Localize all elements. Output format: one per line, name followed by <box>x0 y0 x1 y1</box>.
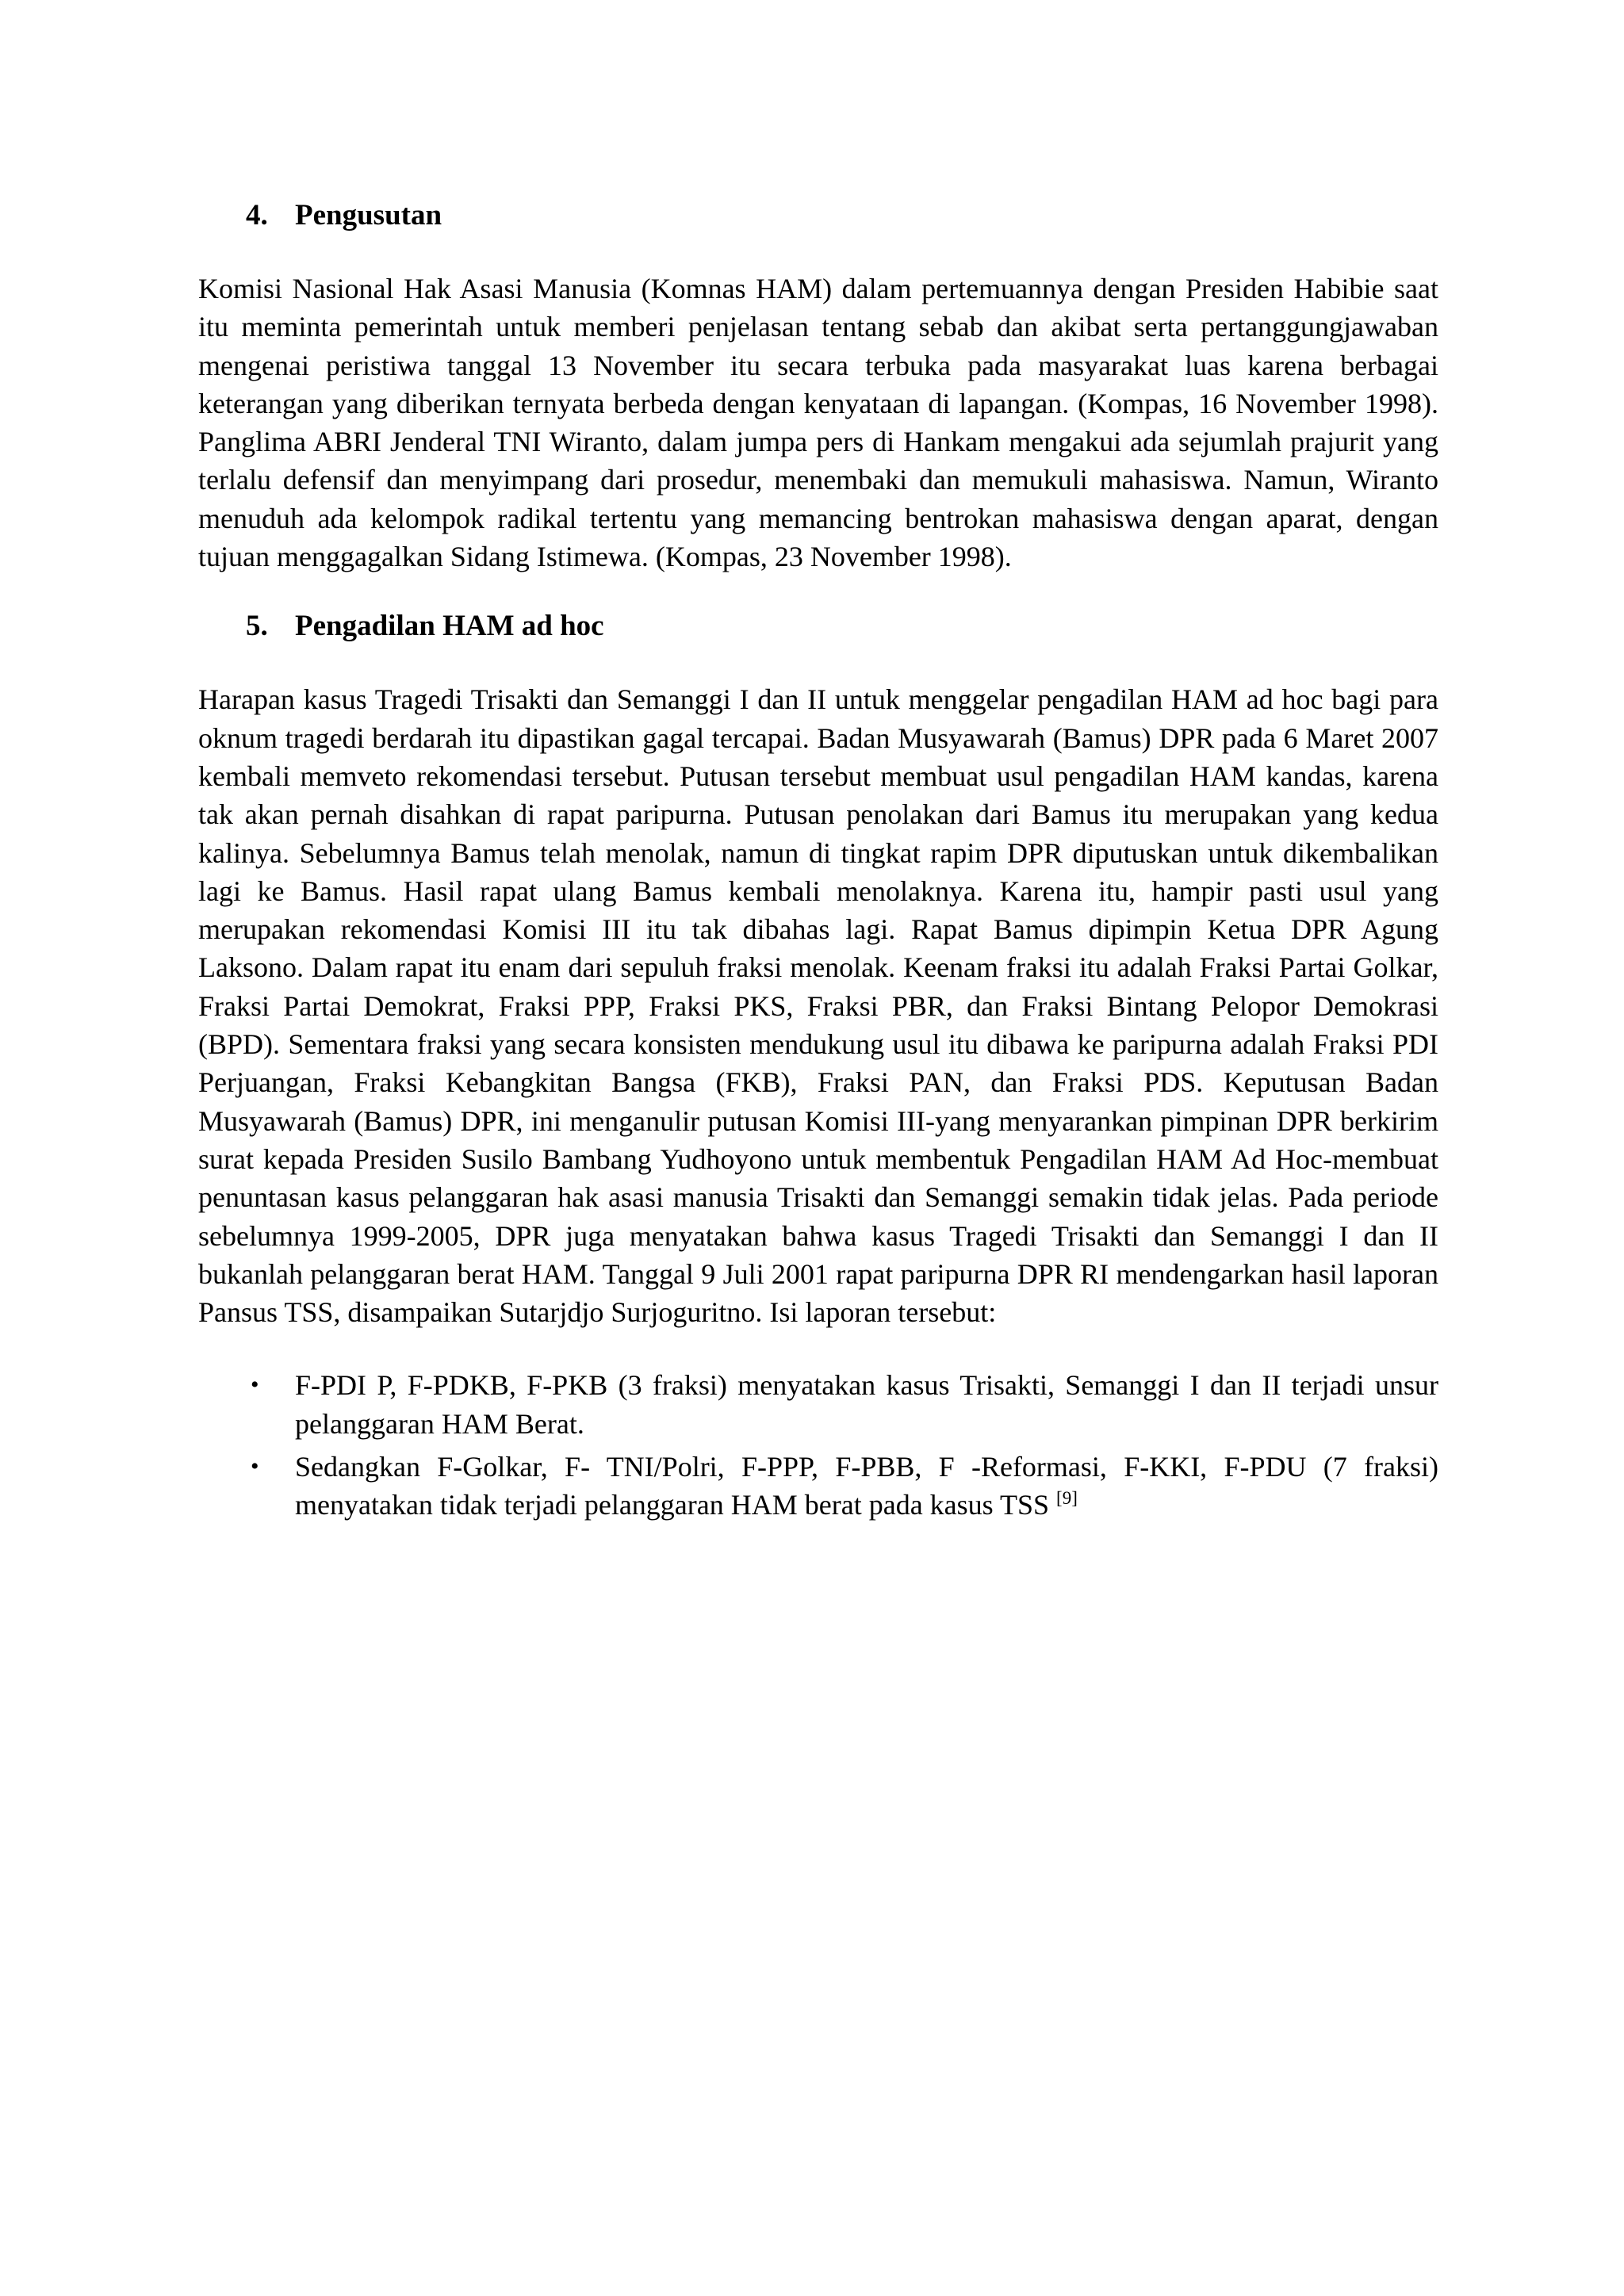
footnote-reference: [9] <box>1056 1488 1078 1509</box>
bullet-icon: • <box>251 1372 259 1399</box>
list-item <box>198 1366 1438 1443</box>
list-item <box>198 1448 1438 1525</box>
list-item-text: F-PDI P, F-PDKB, F-PKB (3 fraksi) menyatakan kasus Trisakti, Semanggi I dan II terjadi unsur pelanggaran HAM Berat. <box>295 1369 1438 1440</box>
section-number: 5. <box>246 610 268 643</box>
bullet-icon: • <box>251 1453 259 1480</box>
list-item-text: Sedangkan F-Golkar, F- TNI/Polri, F-PPP, F-PBB, F -Reformasi, F-KKI, F-PDU (7 fraksi) menyatakan tidak terjadi pelanggaran HAM berat pada kasus TSS <box>295 1451 1438 1521</box>
bullet-list <box>198 1366 1438 1524</box>
section-title: Pengadilan HAM ad hoc <box>295 610 604 643</box>
document-content <box>198 197 1438 1529</box>
paragraph-pengusutan: Komisi Nasional Hak Asasi Manusia (Komnas HAM) dalam pertemuannya dengan Presiden Habibie saat itu meminta pemerintah untuk memberi penjelasan tentang sebab dan akibat serta pertanggungjawaban mengenai peristiwa tanggal 13 November itu secara terbuka pada masyarakat luas karena berbagai keterangan yang diberikan ternyata berbeda dengan kenyataan di lapangan. (Kompas, 16 November 1998). Panglima ABRI Jenderal TNI Wiranto, dalam jumpa pers di Hankam mengakui ada sejumlah prajurit yang terlalu defensif dan menyimpang dari prosedur, menembaki dan memukuli mahasiswa. Namun, Wiranto menuduh ada kelompok radikal tertentu yang memancing bentrokan mahasiswa dengan aparat, dengan tujuan menggagalkan Sidang Istimewa. (Kompas, 23 November 1998). <box>198 273 1438 573</box>
paragraph-pengadilan-ham: Harapan kasus Tragedi Trisakti dan Semanggi I dan II untuk menggelar pengadilan HAM ad hoc bagi para oknum tragedi berdarah itu dipastikan gagal tercapai. Badan Musyawarah (Bamus) DPR pada 6 Maret 2007 kembali memveto rekomendasi tersebut. Putusan tersebut membuat usul pengadilan HAM kandas, karena tak akan pernah disahkan di rapat paripurna. Putusan penolakan dari Bamus itu merupakan yang kedua kalinya. Sebelumnya Bamus telah menolak, namun di tingkat rapim DPR diputuskan untuk dikembalikan lagi ke Bamus. Hasil rapat ulang Bamus kembali menolaknya. Karena itu, hampir pasti usul yang merupakan rekomendasi Komisi III itu tak dibahas lagi. Rapat Bamus dipimpin Ketua DPR Agung Laksono. Dalam rapat itu enam dari sepuluh fraksi menolak. Keenam fraksi itu adalah Fraksi Partai Golkar, Fraksi Partai Demokrat, Fraksi PPP, Fraksi PKS, Fraksi PBR, dan Fraksi Bintang Pelopor Demokrasi (BPD). Sementara fraksi yang secara konsisten mendukung usul itu dibawa ke paripurna adalah Fraksi PDI Perjuangan, Fraksi Kebangkitan Bangsa (FKB), Fraksi PAN, dan Fraksi PDS. Keputusan Badan Musyawarah (Bamus) DPR, ini menganulir putusan Komisi III-yang menyarankan pimpinan DPR berkirim surat kepada Presiden Susilo Bambang Yudhoyono untuk membentuk Pengadilan HAM Ad Hoc-membuat penuntasan kasus pelanggaran hak asasi manusia Trisakti dan Semanggi semakin tidak jelas. Pada periode sebelumnya 1999-2005, DPR juga menyatakan bahwa kasus Tragedi Trisakti dan Semanggi I dan II bukanlah pelanggaran berat HAM. Tanggal 9 Juli 2001 rapat paripurna DPR RI mendengarkan hasil laporan Pansus TSS, disampaikan Sutarjdjo Surjoguritno. Isi laporan tersebut: <box>198 683 1438 1329</box>
section-number: 4. <box>246 199 268 232</box>
section-heading-pengadilan-ham <box>198 607 1438 645</box>
section-heading-pengusutan <box>198 197 1438 235</box>
section-title: Pengusutan <box>295 199 442 232</box>
